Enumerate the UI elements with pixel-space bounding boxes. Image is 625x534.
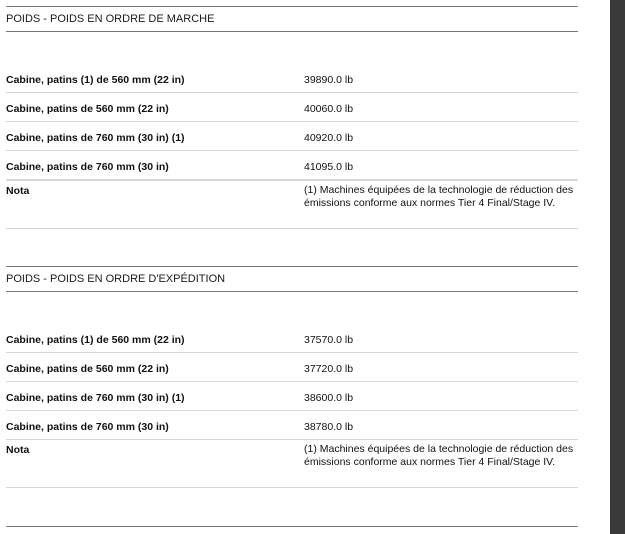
table-row	[6, 64, 578, 93]
row-label: Cabine, patins de 760 mm (30 in)	[6, 161, 169, 173]
scrollbar-track[interactable]	[610, 0, 625, 534]
row-label: Cabine, patins de 560 mm (22 in)	[6, 363, 169, 375]
row-value: 40920.0 lb	[304, 132, 354, 144]
row-label: Cabine, patins (1) de 560 mm (22 in)	[6, 334, 185, 346]
note-text: (1) Machines équipées de la technologie de réduction des émissions conforme aux normes Tier 4 Final/Stage IV.	[304, 184, 574, 209]
row-label: Cabine, patins de 760 mm (30 in)	[6, 421, 169, 433]
table-row	[6, 122, 578, 151]
row-label: Cabine, patins de 560 mm (22 in)	[6, 103, 169, 115]
row-value: 38600.0 lb	[304, 392, 354, 404]
note-row	[6, 181, 578, 229]
note-label: Nota	[6, 185, 30, 197]
row-label: Cabine, patins (1) de 560 mm (22 in)	[6, 74, 185, 86]
row-value: 39890.0 lb	[304, 74, 354, 86]
row-label: Cabine, patins de 760 mm (30 in) (1)	[6, 132, 185, 144]
row-value: 40060.0 lb	[304, 103, 354, 115]
table-row	[6, 93, 578, 122]
note-label: Nota	[6, 444, 30, 456]
section-operating-weight	[6, 6, 578, 229]
table-row	[6, 353, 578, 382]
row-value: 37720.0 lb	[304, 363, 354, 375]
note-text: (1) Machines équipées de la technologie de réduction des émissions conforme aux normes Tier 4 Final/Stage IV.	[304, 443, 574, 468]
section-title: POIDS - POIDS EN ORDRE DE MARCHE	[6, 6, 578, 32]
table-row	[6, 324, 578, 353]
table-row	[6, 382, 578, 411]
note-row	[6, 440, 578, 488]
spec-table	[6, 324, 578, 488]
row-label: Cabine, patins de 760 mm (30 in) (1)	[6, 392, 185, 404]
row-value: 38780.0 lb	[304, 421, 354, 433]
section-title: POIDS - POIDS EN ORDRE D'EXPÉDITION	[6, 266, 578, 292]
table-row	[6, 411, 578, 440]
row-value: 37570.0 lb	[304, 334, 354, 346]
spec-table	[6, 64, 578, 229]
table-row	[6, 151, 578, 181]
section-shipping-weight	[6, 266, 578, 488]
row-value: 41095.0 lb	[304, 161, 354, 173]
section-divider	[6, 526, 578, 527]
